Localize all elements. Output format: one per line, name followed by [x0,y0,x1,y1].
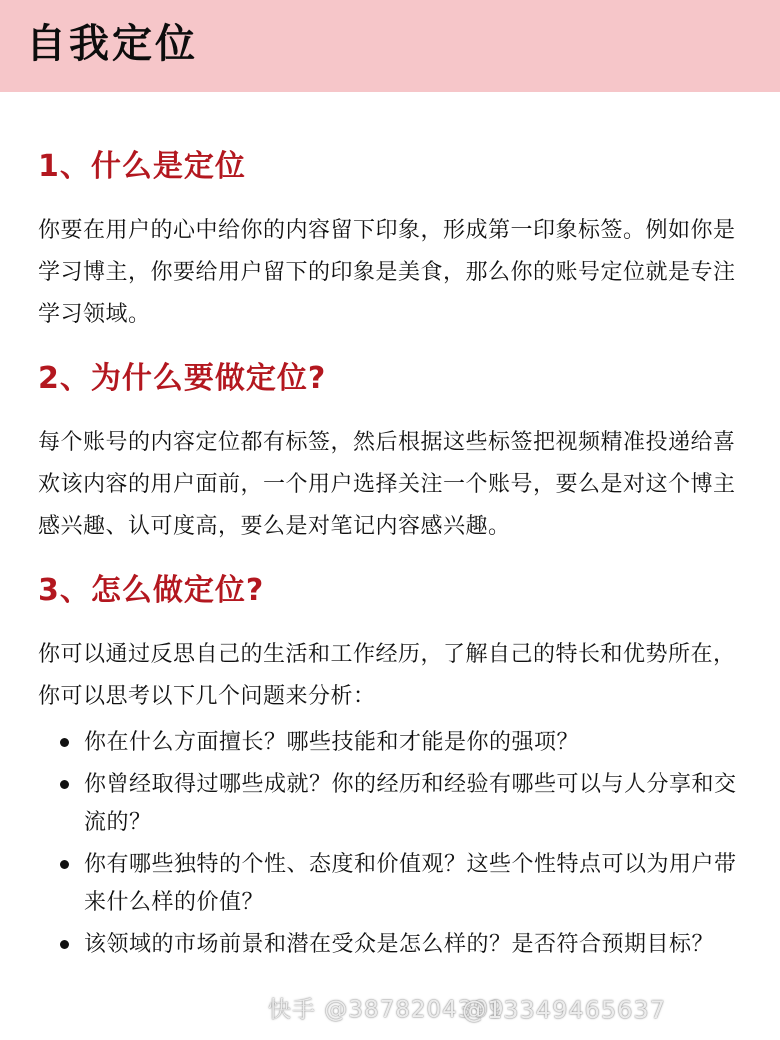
list-item [38,926,750,964]
list-item-text: 你曾经取得过哪些成就？你的经历和经验有哪些可以与人分享和交流的？ [84,772,737,835]
page-title: 自我定位 [26,21,198,67]
list-item [38,766,750,842]
header-banner [0,0,780,92]
list-item-text: 该领域的市场前景和潜在受众是怎么样的？是否符合预期目标？ [84,932,715,957]
list-item [38,724,750,762]
question-list [38,724,750,964]
bullet-dot-icon [60,860,69,869]
section-paragraph: 你可以通过反思自己的生活和工作经历，了解自己的特长和优势所在，你可以思考以下几个问题来分析： [38,642,736,709]
section-how-to-position [38,564,750,964]
bullet-dot-icon [60,780,69,789]
bullet-dot-icon [60,940,69,949]
watermark-account: @13349465637 [462,996,666,1024]
section-heading: 3、怎么做定位? [38,573,265,608]
section-paragraph: 你要在用户的心中给你的内容留下印象，形成第一印象标签。例如你是学习博主，你要给用户留下的印象是美食，那么你的账号定位就是专注学习领域。 [38,218,736,327]
section-heading: 2、为什么要做定位? [38,361,327,396]
article-body [38,140,750,980]
section-paragraph: 每个账号的内容定位都有标签，然后根据这些标签把视频精准投递给喜欢该内容的用户面前，一个用户选择关注一个账号，要么是对这个博主感兴趣、认可度高，要么是对笔记内容感兴趣。 [38,430,736,539]
bullet-dot-icon [60,738,69,747]
section-heading: 1、什么是定位 [38,149,246,184]
section-what-is-positioning [38,140,750,336]
section-why-positioning [38,352,750,548]
list-item-text: 你在什么方面擅长？哪些技能和才能是你的强项？ [84,730,580,755]
list-item-text: 你有哪些独特的个性、态度和价值观？这些个性特点可以为用户带来什么样的价值？ [84,852,737,915]
list-item [38,846,750,922]
watermark-kuaishou: 快手 @3878204399 [268,997,505,1023]
